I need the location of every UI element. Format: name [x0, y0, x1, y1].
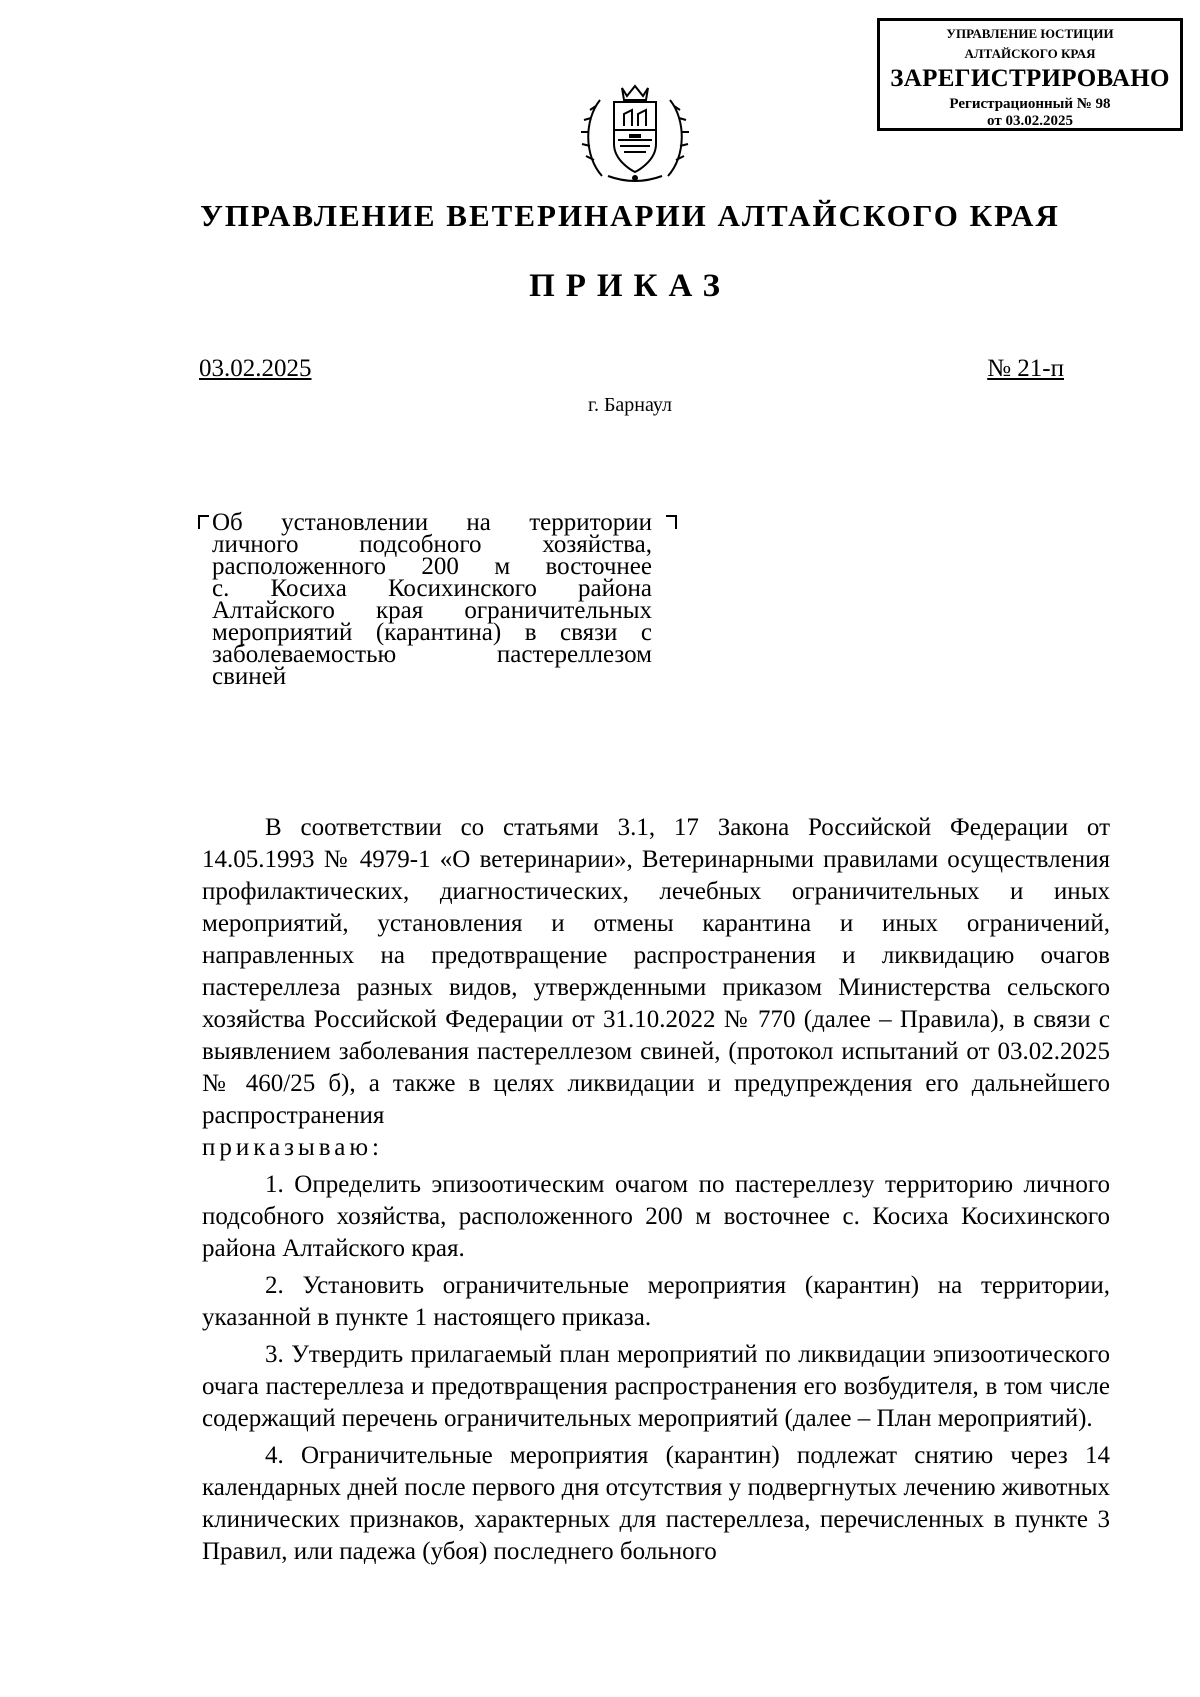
subject-line: личного подсобного хозяйства,	[212, 531, 652, 558]
order-item: 1. Определить эпизоотическим очагом по пастереллезу территорию личного подсобного хозяйства, расположенного 200 м восточнее с. Косиха Косихинского района Алтайского края.	[202, 1171, 1110, 1262]
subject-line: Об установлении на территории	[212, 509, 652, 536]
stamp-reg-number: Регистрационный № 98	[949, 96, 1111, 112]
subject-corner-right	[666, 515, 677, 529]
preamble-paragraph	[202, 812, 1110, 1132]
order-item: 4. Ограничительные мероприятия (карантин) подлежат снятию через 14 календарных дней после первого дня отсутствия у подвергнутых лечению животных клинических признаков, характерных для пастереллеза, перечисленных в пункте 3 Правил, или падежа (убоя) последнего больного	[202, 1442, 1110, 1565]
stamp-status: ЗАРЕГИСТРИРОВАНО	[890, 65, 1170, 92]
subject-line: с. Косиха Косихинского района	[212, 575, 652, 602]
order-date: 03.02.2025	[199, 355, 312, 382]
coat-of-arms-icon	[580, 74, 690, 186]
subject-line: Алтайского края ограничительных	[212, 597, 652, 624]
subject-line: расположенного 200 м восточнее	[212, 553, 652, 580]
subject-line: свиней	[212, 663, 287, 690]
order-item: 3. Утвердить прилагаемый план мероприятий по ликвидации эпизоотического очага пастереллеза и предотвращения распространения его возбудителя, в том числе содержащий перечень ограничительных мероприятий (далее – План мероприятий).	[202, 1341, 1110, 1432]
subject-corner-left	[198, 515, 209, 529]
order-item: 2. Установить ограничительные мероприятия (карантин) на территории, указанной в пункте 1 настоящего приказа.	[202, 1272, 1110, 1331]
document-type: ПРИКАЗ	[529, 268, 731, 304]
order-number: № 21-п	[987, 355, 1064, 382]
registration-stamp	[877, 18, 1183, 131]
agency-name: УПРАВЛЕНИЕ ВЕТЕРИНАРИИ АЛТАЙСКОГО КРАЯ	[200, 198, 1060, 233]
order-city: г. Барнаул	[588, 394, 672, 416]
decree-word: приказываю:	[202, 1134, 383, 1161]
preamble-text: В соответствии со статьями 3.1, 17 Закона Российской Федерации от 14.05.1993 № 4979-1 «О ветеринарии», Ветеринарными правилами осуществления профилактических, диагностических, лечебных ограничительных и иных мероприятий, установления и отмены карантина и иных ограничений, направленных на предотвращение распространения и ликвидацию очагов пастереллеза разных видов, утвержденными приказом Министерства сельского хозяйства Российской Федерации от 31.10.2022 № 770 (далее – Правила), в связи с выявлением заболевания пастереллезом свиней, (протокол испытаний от 03.02.2025 № 460/25 б), а также в целях ликвидации и предупреждения его дальнейшего распространения	[202, 814, 1110, 1129]
stamp-reg-date: от 03.02.2025	[987, 113, 1073, 129]
order-body	[202, 812, 1110, 1568]
stamp-org-line2: АЛТАЙСКОГО КРАЯ	[964, 46, 1096, 61]
subject-line: мероприятий (карантина) в связи с	[212, 619, 652, 646]
order-subject	[212, 509, 652, 690]
stamp-org-line1: УПРАВЛЕНИЕ ЮСТИЦИИ	[946, 26, 1114, 41]
subject-line: заболеваемостью пастереллезом	[212, 641, 652, 668]
